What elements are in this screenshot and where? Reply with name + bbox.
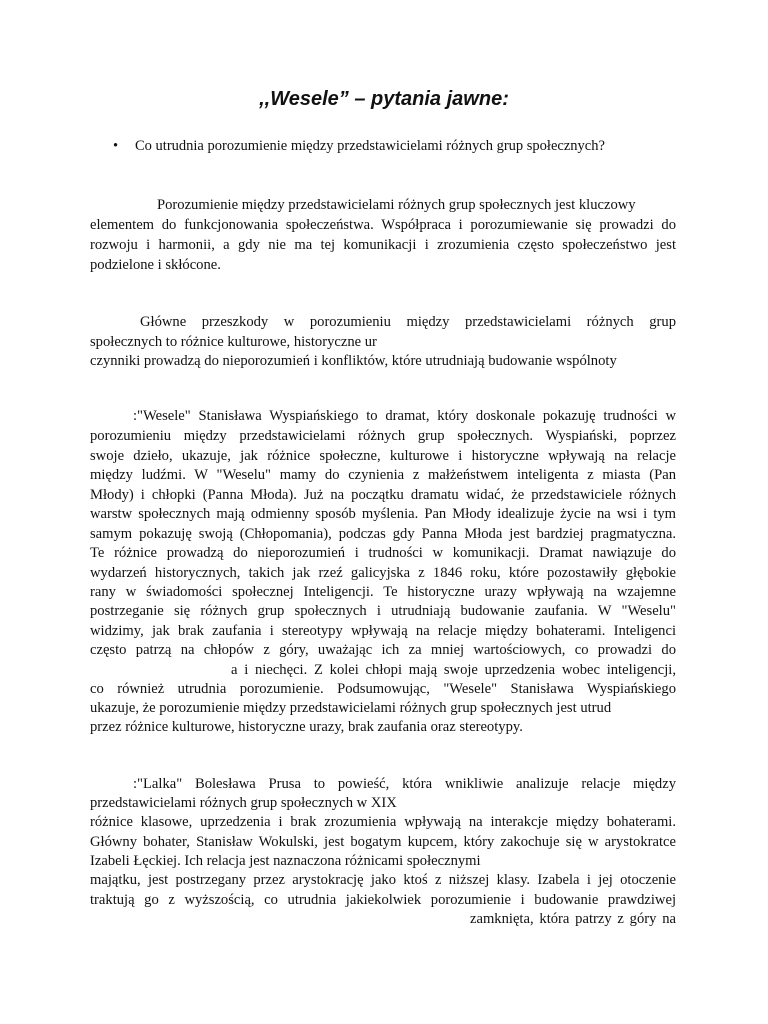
text-line: czynniki prowadzą do nieporozumień i konfliktów, które utrudniają budowanie wspólnoty xyxy=(90,353,617,369)
text-line: przez różnice kulturowe, historyczne urazy, brak zaufania oraz stereotypy. xyxy=(90,719,523,735)
text-line: swoje dzieło, ukazuje, jak różnice społeczne, kulturowe i historyczne wpływają na relacje xyxy=(90,448,676,464)
text-line: a i niechęci. Z kolei chłopi mają swoje uprzedzenia wobec inteligencji, xyxy=(231,662,676,678)
text-line: samym pokazuję swoją (Chłopomania), podczas gdy Panna Młoda jest bardziej pragmatyczna. xyxy=(90,526,676,542)
question-text: Co utrudnia porozumienie między przedstawicielami różnych grup społecznych? xyxy=(135,138,605,154)
text-line: przedstawicielami różnych grup społecznych w XIX xyxy=(90,795,397,811)
text-line: majątku, jest postrzegany przez arystokrację jako ktoś z niższej klasy. Izabela i jej otoczenie xyxy=(90,872,676,888)
text-line: warstw społecznych mają odmienny sposób myślenia. Pan Młody idealizuje życie na wsi i tym xyxy=(90,506,676,522)
text-line: ukazuje, że porozumienie między przedstawicielami różnych grup społecznych jest utrud xyxy=(90,700,612,716)
text-line: traktują go z wyższością, co utrudnia jakiekolwiek porozumienie i budowanie prawdziwej xyxy=(90,892,676,908)
text-line: :"Lalka" Bolesława Prusa to powieść, która wnikliwie analizuje relacje między xyxy=(133,776,676,792)
bullet-icon: • xyxy=(113,138,119,154)
text-line: Główne przeszkody w porozumieniu między przedstawicielami różnych grup xyxy=(140,314,676,330)
text-line: Młody) i chłopki (Panna Młoda). Już na początku dramatu widać, że przedstawiciele różnych xyxy=(90,487,676,503)
text-line: Główny bohater, Stanisław Wokulski, jest bogatym kupcem, który zakochuje się w arystokratce xyxy=(90,834,676,850)
text-line: rozwoju i harmonii, a gdy nie ma tej komunikacji i zrozumienia często społeczeństwo jest xyxy=(90,237,676,253)
text-line: :"Wesele" Stanisława Wyspiańskiego to dramat, który doskonale pokazuję trudności w xyxy=(133,408,676,424)
text-line: podzielone i skłócone. xyxy=(90,257,221,273)
text-line: elementem do funkcjonowania społeczeństwa. Współpraca i porozumiewanie się prowadzi do xyxy=(90,217,676,233)
text-line: co również utrudnia porozumienie. Podsumowując, "Wesele" Stanisława Wyspiańskiego xyxy=(90,681,676,697)
text-line: między ludźmi. W "Weselu" mamy do czynienia z małżeństwem inteligenta z miasta (Pan xyxy=(90,467,676,483)
page-title: ,,Wesele” – pytania jawne: xyxy=(259,88,509,110)
text-line: postrzeganie się różnych grup społecznych i utrudniają budowanie zaufania. W "Weselu" xyxy=(90,603,676,619)
text-line: różnice klasowe, uprzedzenia i brak zrozumienia wpływają na interakcje między bohaterami. xyxy=(90,814,676,830)
text-line: porozumieniu między przedstawicielami różnych grup społecznych. Wyspiański, poprzez xyxy=(90,428,676,444)
text-line: wydarzeń historycznych, takich jak rzeź galicyjska z 1846 roku, które pozostawiły głębokie xyxy=(90,565,676,581)
text-line: społecznych to różnice kulturowe, historyczne ur xyxy=(90,334,377,350)
text-line: często patrzą na chłopów z góry, uważając ich za mniej wartościowych, co prowadzi do xyxy=(90,642,676,658)
text-line: zamknięta, która patrzy z góry na xyxy=(470,911,676,927)
text-line: widzimy, jak brak zaufania i stereotypy wpływają na relacje między bohaterami. Inteligenci xyxy=(90,623,676,639)
text-line: Porozumienie między przedstawicielami różnych grup społecznych jest kluczowy xyxy=(157,197,636,213)
text-line: Izabeli Łęckiej. Ich relacja jest naznaczona różnicami społecznymi xyxy=(90,853,481,869)
text-line: Te różnice prowadzą do nieporozumień i trudności w komunikacji. Dramat nawiązuje do xyxy=(90,545,676,561)
question-bullet xyxy=(113,138,605,155)
text-line: rany w świadomości społecznej Inteligencji. Te historyczne urazy wpływają na wzajemne xyxy=(90,584,676,600)
